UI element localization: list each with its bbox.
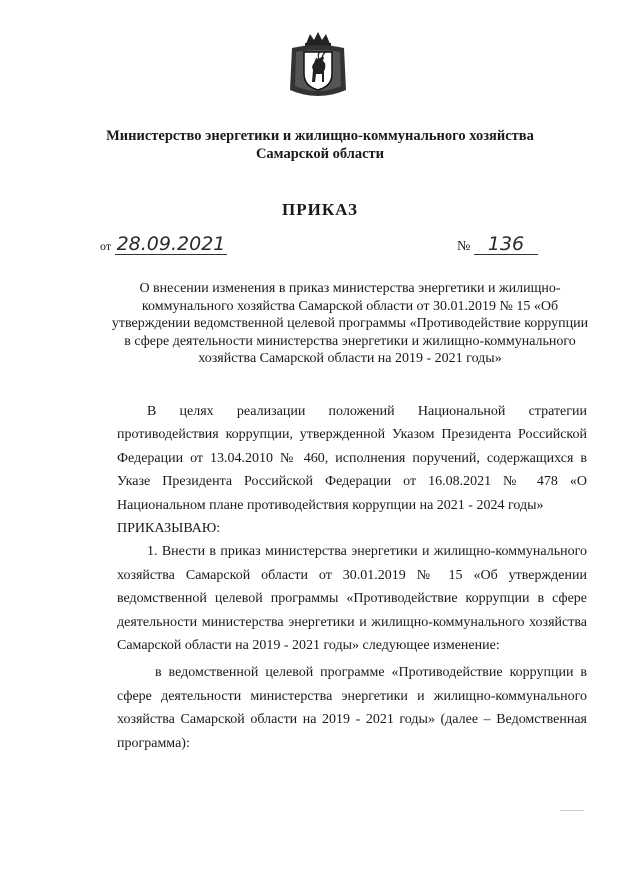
- order-title: ПРИКАЗ: [282, 200, 358, 219]
- order-date: 28.09.2021: [116, 233, 226, 255]
- coat-of-arms-emblem: [286, 30, 350, 102]
- date-prefix: от: [100, 239, 112, 253]
- item-1-paragraph: 1. Внести в приказ министерства энергетики и жилищно-коммунального хозяйства Самарской области от 30.01.2019 № 15 «Об утверждении ведомственной целевой программы «Противодействие коррупции в сфере деятельности министерства энергетики и жилищно-коммунального хозяйства Самарской области на 2019 - 2021 годы» следующее изменение:: [117, 544, 587, 654]
- clause-paragraph: в ведомственной целевой программе «Противодействие коррупции в сфере деятельности министерства энергетики и жилищно-коммунального хозяйства Самарской области на 2019 - 2021 годы» (далее – Ведомственная программа):: [117, 665, 587, 751]
- ministry-name-line1: Министерство энергетики и жилищно-коммунального хозяйства: [106, 128, 534, 144]
- order-subject: О внесении изменения в приказ министерства энергетики и жилищно-коммунального хозяйства Самарской области от 30.01.2019 № 15 «Об утверждении ведомственной целевой программы «Противодействие коррупции в сфере деятельности министерства энергетики и жилищно-коммунального хозяйства Самарской области на 2019 - 2021 годы»: [111, 281, 589, 367]
- order-number-row: [457, 234, 538, 255]
- order-body: [117, 400, 587, 755]
- preamble-paragraph: В целях реализации положений Национальной стратегии противодействия коррупции, утвержденной Указом Президента Российской Федерации от 13.04.2010 № 460, исполнения поручений, содержащихся в Указе Президента Российской Федерации от 16.08.2021 № 478 «О Национальном плане противодействия коррупции на 2021 - 2024 годы»: [117, 404, 587, 513]
- order-number: 136: [474, 234, 538, 255]
- order-date-row: [100, 234, 227, 255]
- number-prefix: №: [457, 239, 471, 254]
- directive-text: ПРИКАЗЫВАЮ:: [117, 521, 221, 537]
- scan-artifact-line: [560, 810, 584, 811]
- ministry-name: [60, 127, 580, 163]
- ministry-name-line2: Самарской области: [255, 146, 385, 162]
